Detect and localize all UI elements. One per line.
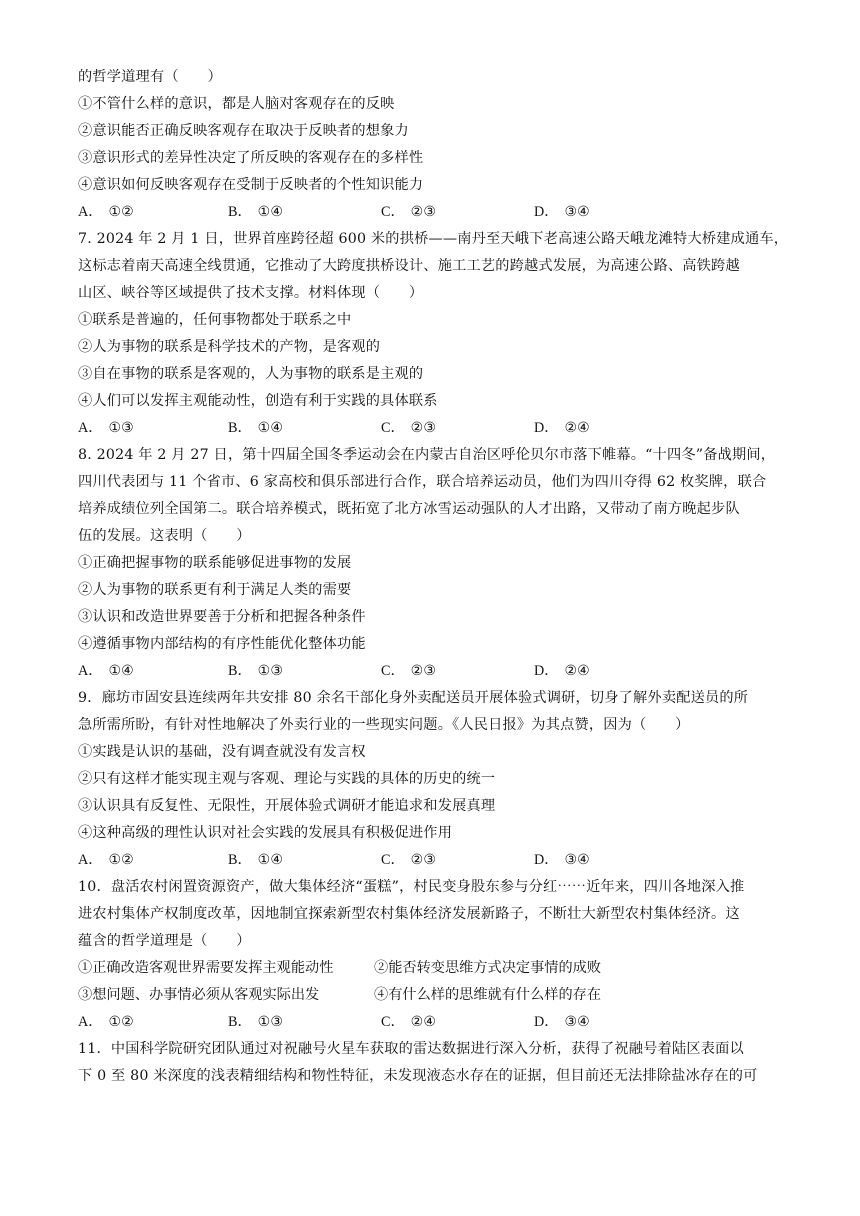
question-8-statement-4: ④遵循事物内部结构的有序性能优化整体功能: [78, 636, 366, 652]
option-a: A． ①④: [78, 663, 134, 679]
option-b: B． ①③: [228, 663, 284, 679]
question-8-statement-1: ①正确把握事物的联系能够促进事物的发展: [78, 555, 352, 571]
question-7-stem-2: 这标志着南天高速全线贯通，它推动了大跨度拱桥设计、施工工艺的跨越式发展，为高速公路、高铁跨越: [78, 258, 740, 274]
option-b: B． ①④: [228, 420, 284, 436]
option-d: D． ③④: [534, 852, 590, 868]
question-10-statements-3-4: [78, 985, 798, 1005]
question-9-options: [78, 850, 798, 870]
option-a: A． ①②: [78, 204, 134, 220]
question-7-statement-2: ②人为事物的联系是科学技术的产物，是客观的: [78, 339, 381, 355]
question-9-statement-3: ③认识具有反复性、无限性，开展体验式调研才能追求和发展真理: [78, 798, 496, 814]
option-c: C． ②④: [381, 1014, 437, 1030]
question-10-statements-1-2: [78, 958, 798, 978]
question-7-stem-3: 山区、峡谷等区域提供了技术支撑。材料体现（ ）: [78, 285, 424, 301]
question-6-statement-2: ②意识能否正确反映客观存在取决于反映者的想象力: [78, 123, 409, 139]
question-10-statement-3: ③想问题、办事情必须从客观实际出发: [78, 987, 320, 1003]
option-b: B． ①④: [228, 852, 284, 868]
question-6-statement-3: ③意识形式的差异性决定了所反映的客观存在的多样性: [78, 150, 424, 166]
question-6-statement-4: ④意识如何反映客观存在受制于反映者的个性知识能力: [78, 177, 424, 193]
option-c: C． ②③: [381, 420, 437, 436]
option-b: B． ①③: [228, 1014, 284, 1030]
option-b: B． ①④: [228, 204, 284, 220]
question-8-stem-2: 四川代表团与 11 个省市、6 家高校和俱乐部进行合作，联合培养运动员，他们为四川夺得 62 枚奖牌，联合: [78, 474, 767, 490]
question-7-stem-1: 7. 2024 年 2 月 1 日，世界首座跨径超 600 米的拱桥——南丹至天峨下老高速公路天峨龙滩特大桥建成通车，: [78, 231, 789, 247]
question-9-statement-2: ②只有这样才能实现主观与客观、理论与实践的具体的历史的统一: [78, 771, 496, 787]
option-c: C． ②③: [381, 204, 437, 220]
question-8-stem-4: 伍的发展。这表明（ ）: [78, 528, 251, 544]
question-10-options: [78, 1012, 798, 1032]
question-9-statement-4: ④这种高级的理性认识对社会实践的发展具有积极促进作用: [78, 825, 453, 841]
option-a: A． ①②: [78, 1014, 134, 1030]
question-7-statement-3: ③自在事物的联系是客观的，人为事物的联系是主观的: [78, 366, 424, 382]
question-7-statement-4: ④人们可以发挥主观能动性，创造有利于实践的具体联系: [78, 393, 438, 409]
question-6-stem-tail: 的哲学道理有（ ）: [78, 69, 222, 85]
option-d: D． ②④: [534, 420, 590, 436]
question-8-statement-3: ③认识和改造世界要善于分析和把握各种条件: [78, 609, 366, 625]
question-8-options: [78, 661, 798, 681]
question-9-stem-2: 急所需所盼，有针对性地解决了外卖行业的一些现实问题。《人民日报》为其点赞，因为（ ）: [78, 717, 690, 733]
question-9-statement-1: ①实践是认识的基础，没有调查就没有发言权: [78, 744, 366, 760]
question-10-statement-1: ①正确改造客观世界需要发挥主观能动性: [78, 960, 334, 976]
question-9-stem-1: 9．廊坊市固安县连续两年共安排 80 余名干部化身外卖配送员开展体验式调研，切身了解外卖配送员的所: [78, 690, 749, 706]
question-10-stem-1: 10．盘活农村闲置资源资产，做大集体经济“蛋糕”，村民变身股东参与分红⋯⋯近年来，四川各地深入推: [78, 879, 745, 895]
question-6-options: [78, 202, 798, 222]
question-8-stem-1: 8. 2024 年 2 月 27 日，第十四届全国冬季运动会在内蒙古自治区呼伦贝尔市落下帷幕。“十四冬”备战期间，: [78, 447, 776, 463]
question-7-statement-1: ①联系是普遍的，任何事物都处于联系之中: [78, 312, 352, 328]
question-8-stem-3: 培养成绩位列全国第二。联合培养模式，既拓宽了北方冰雪运动强队的人才出路，又带动了南方晚起步队: [78, 501, 740, 517]
question-10-statement-4: ④有什么样的思维就有什么样的存在: [374, 987, 602, 1003]
question-10-statement-2: ②能否转变思维方式决定事情的成败: [374, 960, 602, 976]
question-11-stem-2: 下 0 至 80 米深度的浅表精细结构和物性特征，未发现液态水存在的证据，但目前还无法排除盐冰存在的可: [78, 1068, 758, 1084]
option-d: D． ③④: [534, 204, 590, 220]
option-a: A． ①③: [78, 420, 134, 436]
option-c: C． ②③: [381, 852, 437, 868]
question-7-options: [78, 418, 798, 438]
option-d: D． ②④: [534, 663, 590, 679]
option-a: A． ①②: [78, 852, 134, 868]
question-10-stem-2: 进农村集体产权制度改革，因地制宜探索新型农村集体经济发展新路子，不断壮大新型农村集体经济。这: [78, 906, 740, 922]
option-c: C． ②③: [381, 663, 437, 679]
question-6-statement-1: ①不管什么样的意识，都是人脑对客观存在的反映: [78, 96, 395, 112]
question-11-stem-1: 11．中国科学院研究团队通过对祝融号火星车获取的雷达数据进行深入分析，获得了祝融号着陆区表面以: [78, 1041, 744, 1057]
question-10-stem-3: 蕴含的哲学道理是（ ）: [78, 933, 251, 949]
option-d: D． ③④: [534, 1014, 590, 1030]
question-8-statement-2: ②人为事物的联系更有利于满足人类的需要: [78, 582, 352, 598]
